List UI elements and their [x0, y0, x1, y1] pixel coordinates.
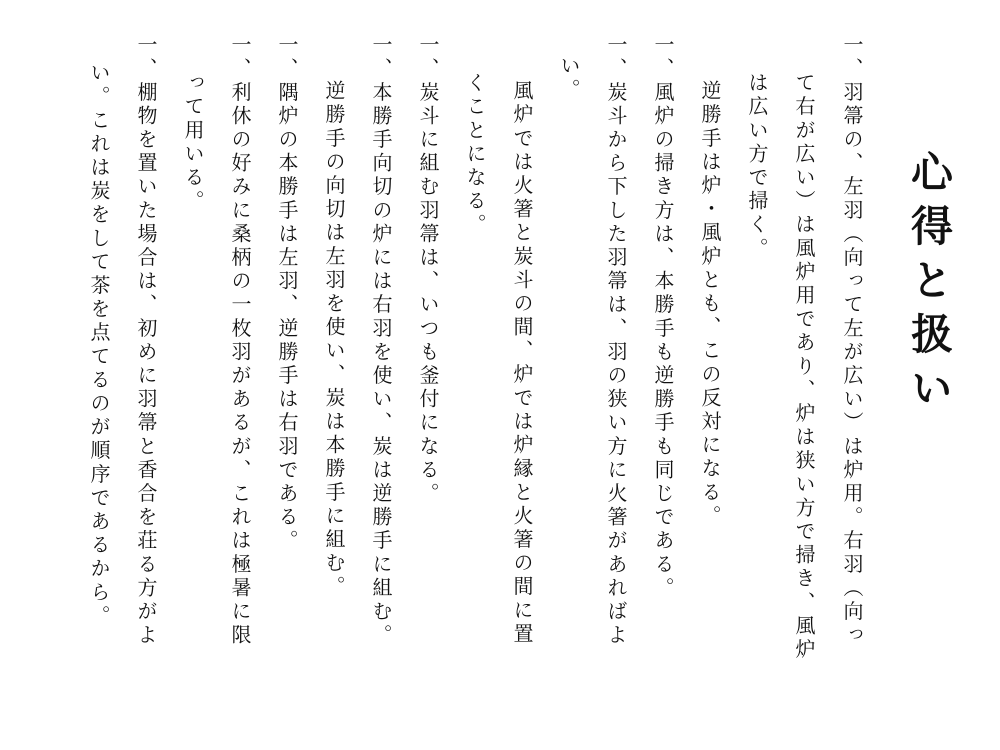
- text-column-14: 一、利休の好みに桑柄の一枚羽があるが、これは極暑に限: [228, 34, 252, 648]
- text-column-2: て右が広い）は風炉用であり、炉は狭い方で掃き、風炉: [792, 72, 816, 662]
- text-column-6: 一、炭斗から下した羽箒は、羽の狭い方に火箸があればよ: [604, 34, 628, 648]
- section-title: 心得と扱い: [905, 150, 954, 420]
- text-column-3: は広い方で掃く。: [745, 72, 769, 261]
- text-column-10: 一、炭斗に組む羽箒は、いつも釜付になる。: [416, 34, 440, 506]
- text-column-8: 風炉では火箸と炭斗の間、炉では炉縁と火箸の間に置: [510, 80, 534, 647]
- text-column-13: 一、隅炉の本勝手は左羽、逆勝手は右羽である。: [275, 34, 299, 554]
- text-column-5: 一、風炉の掃き方は、本勝手も逆勝手も同じである。: [651, 34, 675, 601]
- text-column-11: 一、本勝手向切の炉には右羽を使い、炭は逆勝手に組む。: [369, 34, 393, 648]
- text-column-1: 一、羽箒の、左羽（向って左が広い）は炉用。右羽（向っ: [840, 34, 864, 648]
- text-column-9: くことになる。: [463, 72, 487, 238]
- text-column-7: い。: [557, 55, 581, 103]
- text-column-4: 逆勝手は炉・風炉とも、この反対になる。: [698, 80, 722, 529]
- text-column-16: 一、棚物を置いた場合は、初めに羽箒と香合を荘る方がよ: [134, 34, 158, 648]
- text-column-12: 逆勝手の向切は左羽を使い、炭は本勝手に組む。: [322, 80, 346, 600]
- text-column-15: って用いる。: [181, 72, 205, 214]
- text-column-17: い。これは炭をして茶を点てるのが順序であるから。: [87, 62, 111, 629]
